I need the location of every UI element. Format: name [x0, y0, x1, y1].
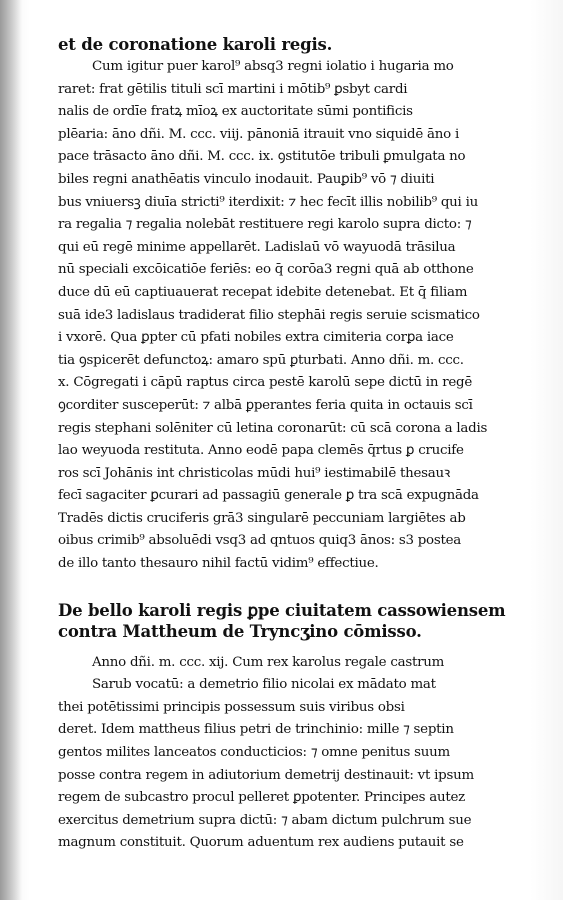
binding-shadow [0, 0, 22, 900]
text-line: bus vniuersꝫ diuīa stricti⁹ iterdixit: ⁊ hec fecīt illis nobilib⁹ qui iu [58, 194, 478, 210]
section2-heading-line1: De bello karoli regis ꝑpe ciuitatem cassowiensem [58, 600, 506, 620]
text-line: ꝯcorditer susceperūt: ⁊ albā ꝑperantes feria quita in octauis scī [58, 397, 473, 413]
text-line: tia ꝯspicerēt defunctoꝝ: amaro spū ꝑturbati. Anno dñi. m. ccc. [58, 352, 464, 368]
section2-body [58, 652, 546, 855]
text-line: posse contra regem in adiutorium demetrij destinauit: vt ipsum [58, 767, 474, 783]
text-line: pace trāsacto āno dñi. M. ccc. ix. ꝯstitutōe tribuli ꝑmulgata no [58, 149, 466, 165]
text-line: suā ide3 ladislaus tradiderat filio stephāi regis seruie scismatico [58, 307, 480, 323]
text-block [58, 34, 546, 855]
section1-heading: et de coronatione karoli regis. [58, 35, 333, 54]
text-line: ros scī Johānis int christicolas mūdi hui⁹ iestimabilē thesauꝛ [58, 465, 451, 481]
text-line: oibus crimib⁹ absoluēdi vsq3 ad qntuos quiq3 ānos: s3 postea [58, 533, 462, 549]
text-line: qui eū regē minime appellarēt. Ladislaū vō wayuodā trāsilua [58, 239, 456, 255]
text-line: i vxorē. Qua ꝑpter cū pfati nobiles extra cimiteria corꝑa iace [58, 330, 454, 346]
text-line: nalis de ordīe fratꝝ mīoꝝ ex auctoritate sūmi pontificis [58, 104, 413, 120]
text-line: x. Cōgregati i cāpū raptus circa pestē karolū sepe dictū in regē [58, 375, 473, 391]
text-line: de illo tanto thesauro nihil factū vidim⁹ effectiue. [58, 556, 379, 572]
text-line: ra regalia ⁊ regalia nolebāt restituere regi karolo supra dicto: ⁊ [58, 217, 472, 233]
text-line: thei potētissimi principis possessum suis viribus obsi [58, 699, 405, 715]
text-line: Tradēs dictis cruciferis grā3 singularē peccuniam largiētes ab [58, 510, 466, 526]
section1-body [58, 56, 546, 576]
text-line: deret. Idem mattheus filius petri de trinchinio: mille ⁊ septin [58, 722, 454, 738]
text-line: raret: frat gētilis tituli scī martini i mōtib⁹ ꝑsbyt cardi [58, 81, 408, 97]
text-line: Anno dñi. m. ccc. xij. Cum rex karolus regale castrum [92, 654, 445, 670]
text-line: gentos milites lanceatos conducticios: ⁊ omne penitus suum [58, 745, 450, 761]
text-line: exercitus demetrium supra dictū: ⁊ abam dictum pulchrum sue [58, 812, 472, 828]
text-line: magnum constituit. Quorum aduentum rex audiens putauit se [58, 835, 464, 851]
text-line: fecī sagaciter ꝑcurari ad passagiū generale ꝑ tra scā expugnāda [58, 488, 479, 504]
text-line: lao weyuoda restituta. Anno eodē papa clemēs q̄rtus ꝑ crucife [58, 443, 464, 459]
text-line: Cum igitur puer karol⁹ absq3 regni iolatio i hugaria mo [92, 59, 454, 74]
text-line: duce dū eū captiuauerat recepat idebite detenebat. Et q̄ filiam [58, 284, 468, 300]
text-line: regis stephani solēniter cū letina coronarūt: cū scā corona a ladis [58, 420, 488, 436]
text-line: Sarub vocatū: a demetrio filio nicolai ex mādato mat [92, 677, 436, 693]
text-line: regem de subcastro procul pelleret ꝑpotenter. Principes autez [58, 790, 465, 806]
section2-heading-line2: contra Mattheum de Tryncʒino cōmisso. [58, 621, 422, 641]
text-line: nū speciali excōicatiōe feriēs: eo q̄ corōa3 regni quā ab otthone [58, 262, 474, 278]
text-line: biles regni anathēatis vinculo inodauit. Pauꝑib⁹ vō ⁊ diuiti [58, 171, 435, 187]
text-line: plēaria: āno dñi. M. ccc. viij. pānoniā itrauit vno siquidē āno i [58, 126, 459, 142]
